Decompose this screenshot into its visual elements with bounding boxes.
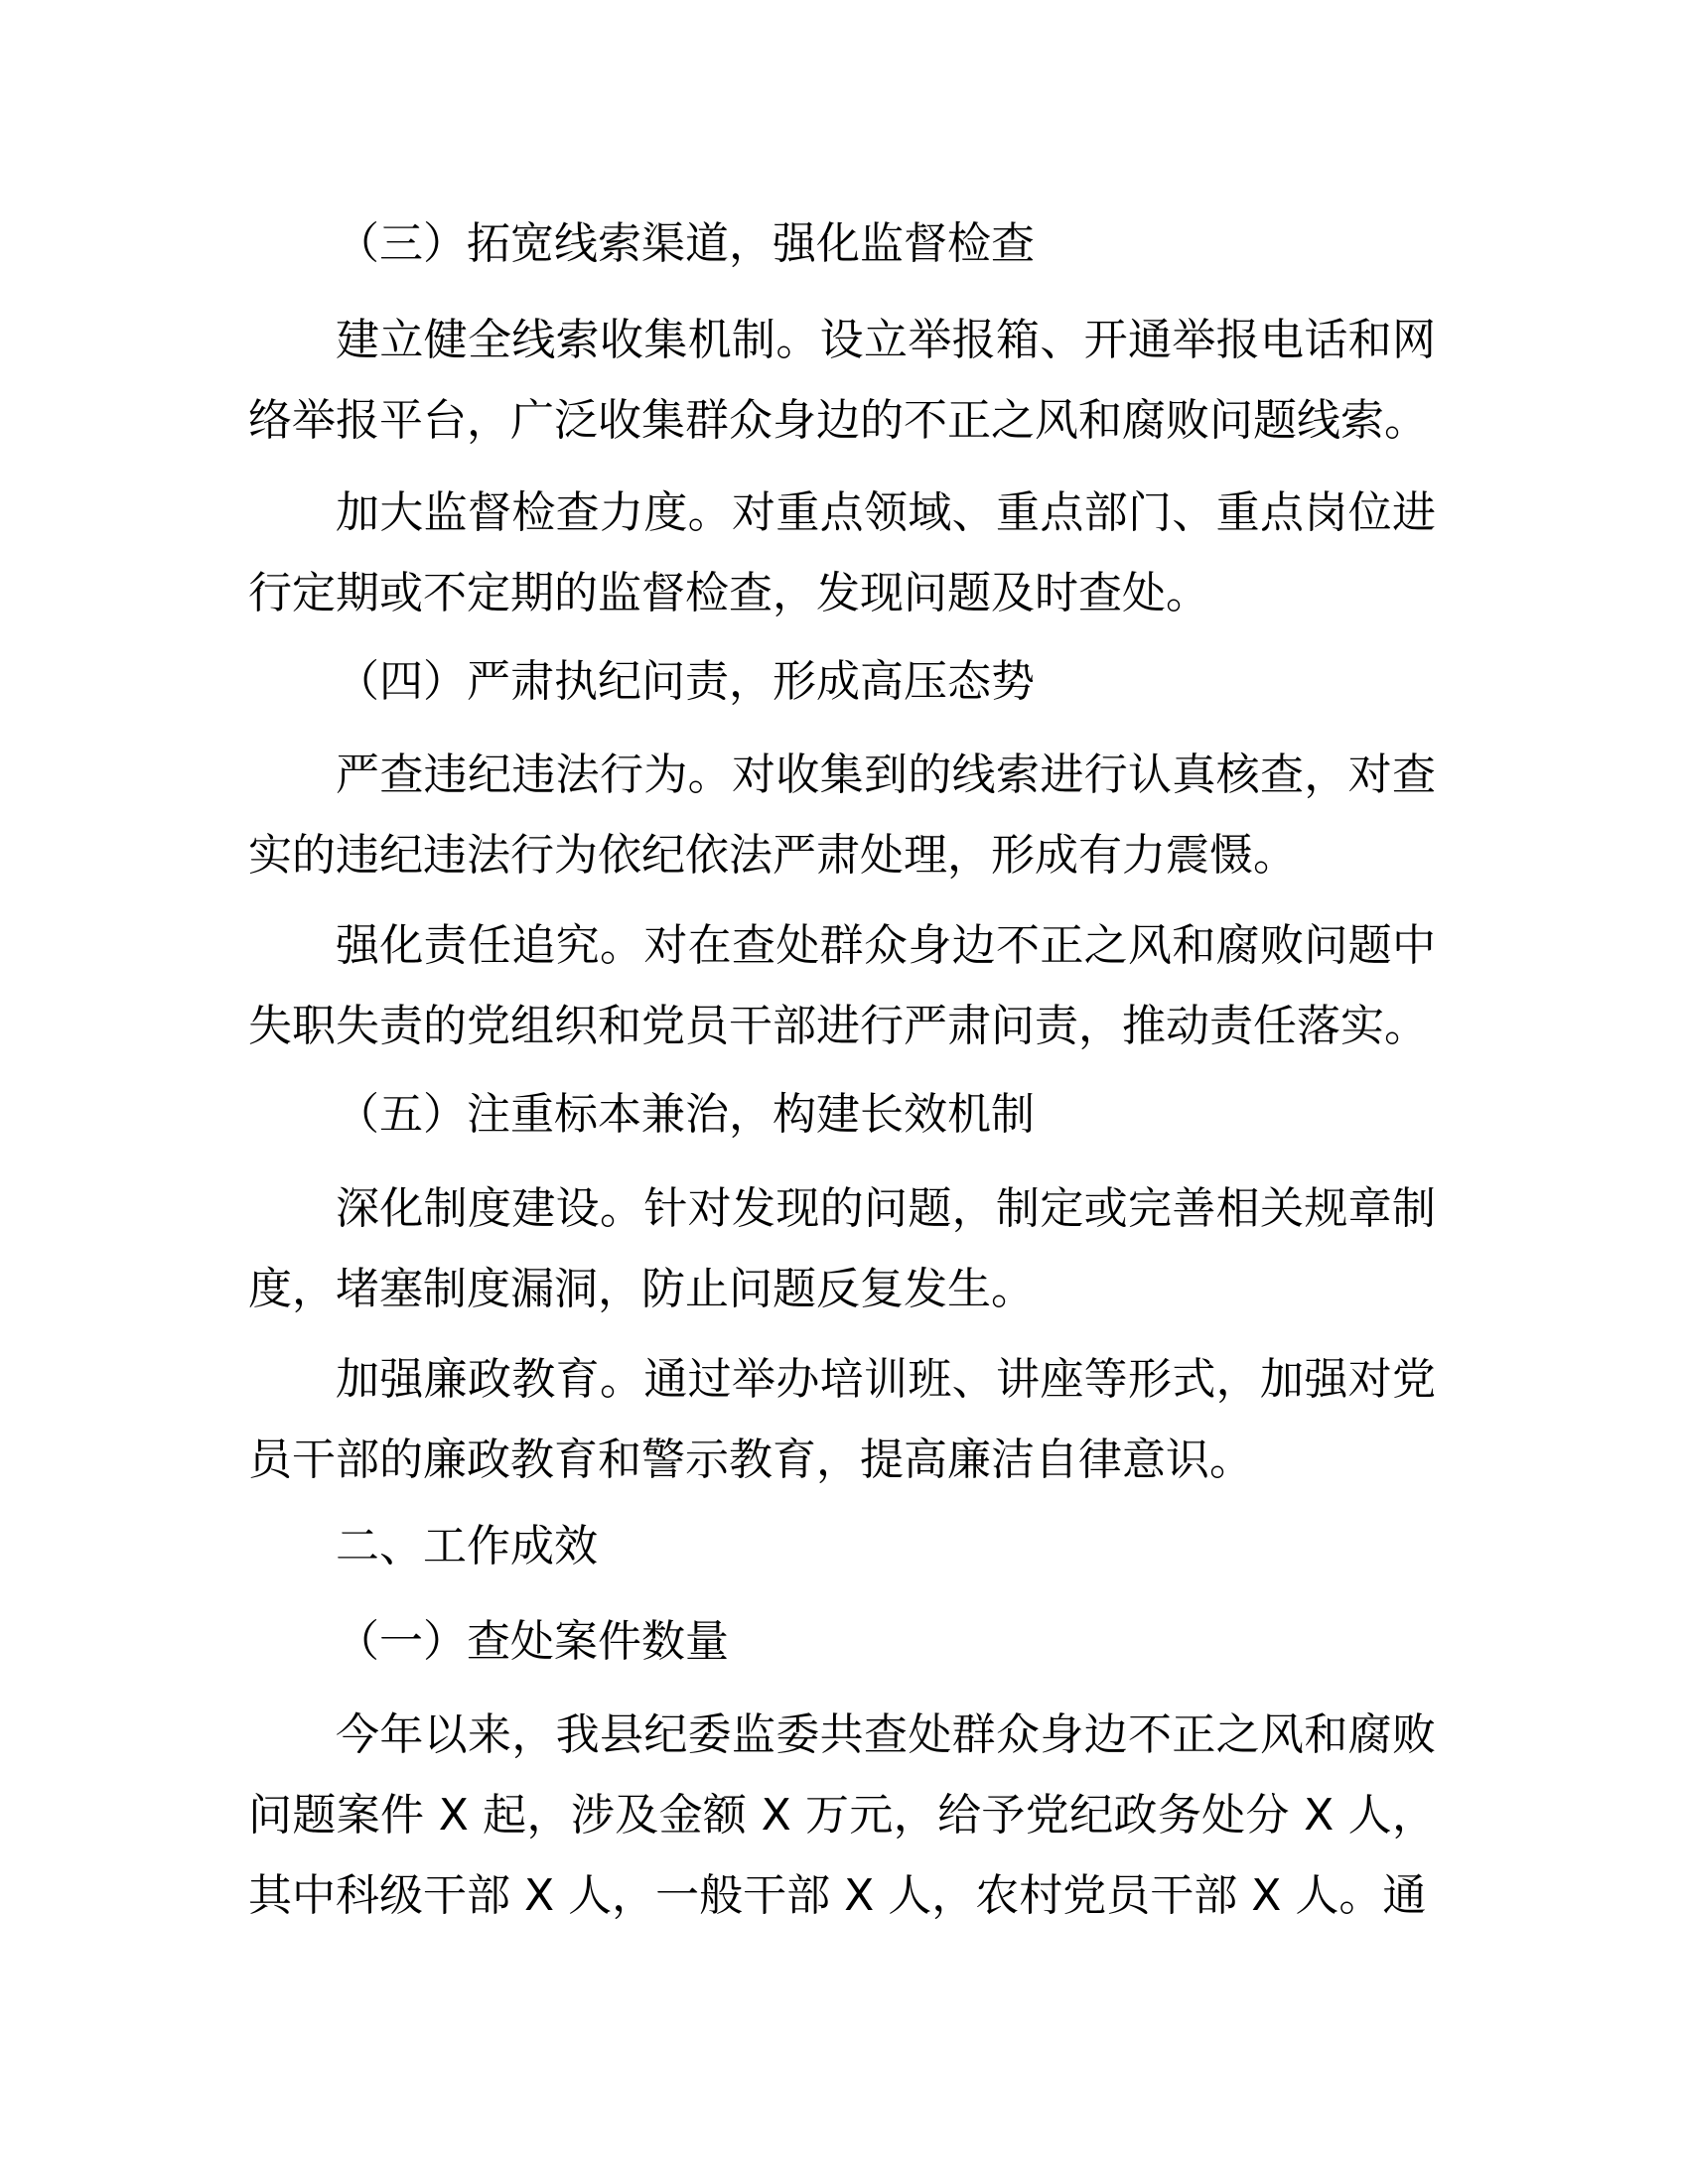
section-heading-4: （四）严肃执纪问责，形成高压态势 (336, 656, 1035, 707)
section-heading-3: （三）拓宽线索渠道，强化监督检查 (336, 218, 1035, 269)
paragraph-institution-building: 深化制度建设。针对发现的问题，制定或完善相关规章制度，堵塞制度漏洞，防止问题反复发生。 (248, 1183, 1436, 1314)
paragraph-investigate-violations: 严查违纪违法行为。对收集到的线索进行认真核查，对查实的违纪违法行为依纪依法严肃处理，形成有力震慑。 (248, 750, 1436, 881)
paragraph-accountability: 强化责任追究。对在查处群众身边不正之风和腐败问题中失职失责的党组织和党员干部进行严肃问责，推动责任落实。 (248, 920, 1436, 1051)
section-heading-case-count: （一）查处案件数量 (336, 1616, 729, 1667)
paragraph-integrity-education: 加强廉政教育。通过举办培训班、讲座等形式，加强对党员干部的廉政教育和警示教育，提高廉洁自律意识。 (248, 1354, 1436, 1485)
section-heading-results: 二、工作成效 (336, 1521, 598, 1571)
paragraph-clue-collection: 建立健全线索收集机制。设立举报箱、开通举报电话和网络举报平台，广泛收集群众身边的不正之风和腐败问题线索。 (248, 315, 1436, 446)
paragraph-case-statistics: 今年以来，我县纪委监委共查处群众身边不正之风和腐败问题案件 X 起，涉及金额 X 万元，给予党纪政务处分 X 人，其中科级干部 X 人，一般干部 X 人，农村党员干部 X 人。通 (248, 1709, 1436, 1921)
paragraph-supervision-inspection: 加大监督检查力度。对重点领域、重点部门、重点岗位进行定期或不定期的监督检查，发现问题及时查处。 (248, 487, 1436, 618)
section-heading-5: （五）注重标本兼治，构建长效机制 (336, 1089, 1035, 1140)
